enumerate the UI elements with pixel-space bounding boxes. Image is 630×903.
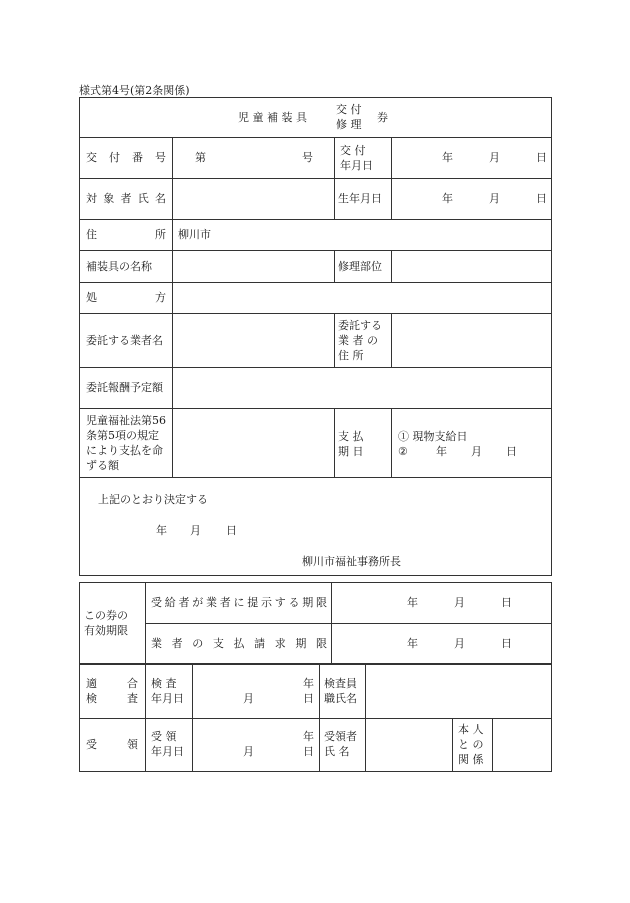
fee-estimate-label: 委託報酬予定額: [86, 381, 163, 394]
payment-option-2-month: 月: [471, 445, 482, 458]
payment-date-label-1: 支 払: [338, 430, 364, 443]
validity-row1-label: 受 給 者 が 業 者 に 提 示 す る 期 限: [151, 596, 327, 609]
issue-date-label-2: 年月日: [340, 159, 373, 172]
receipt-date-label-1: 受 領: [151, 730, 177, 743]
validity-label-1: この券の: [84, 609, 128, 622]
payment-option-2-year: 年: [436, 445, 447, 458]
contractor-name-label: 委託する業者名: [86, 334, 163, 347]
birthdate-label: 生年月日: [338, 192, 382, 205]
title-main: 児 童 補 装 具: [238, 111, 307, 124]
payment-option-2-day: 日: [506, 445, 517, 458]
form-caption: 様式第4号(第2条関係): [79, 84, 190, 97]
inspection-date-label-2: 年月日: [151, 692, 184, 705]
relation-label-1: 本 人: [458, 723, 484, 736]
receipt-year: 年: [303, 730, 314, 743]
relation-label-2: と の: [458, 738, 484, 751]
issue-date-year: 年: [442, 151, 453, 164]
validity-row2-year: 年: [407, 637, 418, 650]
issue-number-suffix: 号: [302, 151, 313, 164]
issue-date-month: 月: [489, 151, 500, 164]
title-option-issue: 交 付: [336, 103, 362, 116]
contractor-address-label-1: 委託する: [338, 319, 382, 332]
receipt-month: 月: [243, 745, 254, 758]
receiver-label-2: 氏 名: [324, 745, 350, 758]
validity-row1-month: 月: [454, 596, 465, 609]
inspection-label-2: 検 査: [86, 692, 138, 705]
payment-option-in-kind: ① 現物支給日: [398, 430, 468, 443]
decision-year: 年: [156, 524, 167, 537]
validity-row1-year: 年: [407, 596, 418, 609]
issuer-title: 柳川市福祉事務所長: [302, 555, 401, 568]
inspection-label-1: 適 合: [86, 677, 138, 690]
title-option-repair: 修 理: [336, 118, 362, 131]
birthdate-month: 月: [489, 192, 500, 205]
decision-statement: 上記のとおり決定する: [98, 493, 208, 506]
law-label-line1: 児童福祉法第56: [86, 414, 166, 427]
title-suffix: 券: [377, 111, 388, 124]
law-label-line3: により支払を命: [86, 444, 163, 457]
validity-row1-day: 日: [501, 596, 512, 609]
subject-name-label: 対 象 者 氏 名: [86, 192, 166, 205]
receipt-label: 受 領: [86, 738, 138, 751]
inspection-month: 月: [243, 692, 254, 705]
prescription-label: 処 方: [86, 291, 166, 304]
repair-part-label: 修理部位: [338, 260, 382, 273]
birthdate-day: 日: [536, 192, 547, 205]
validity-row2-label: 業 者 の 支 払 請 求 期 限: [151, 637, 327, 650]
law-label-line2: 条第5項の規定: [86, 429, 159, 442]
validity-row2-day: 日: [501, 637, 512, 650]
inspection-year: 年: [303, 677, 314, 690]
birthdate-year: 年: [442, 192, 453, 205]
address-value: 柳川市: [178, 228, 211, 241]
validity-label-2: 有効期限: [84, 624, 128, 637]
inspection-day: 日: [303, 692, 314, 705]
decision-day: 日: [226, 524, 237, 537]
inspector-label-1: 検査員: [324, 677, 357, 690]
device-name-label: 補装具の名称: [86, 260, 152, 273]
receiver-label-1: 受領者: [324, 730, 357, 743]
decision-month: 月: [190, 524, 201, 537]
issue-date-label-1: 交 付: [340, 144, 366, 157]
issue-number-label: 交 付 番 号: [86, 151, 166, 164]
contractor-address-label-3: 住 所: [338, 349, 364, 362]
payment-date-label-2: 期 日: [338, 445, 364, 458]
issue-date-day: 日: [536, 151, 547, 164]
payment-option-2-number: ②: [398, 445, 408, 458]
inspector-label-2: 職氏名: [324, 692, 357, 705]
receipt-date-label-2: 年月日: [151, 745, 184, 758]
issue-number-prefix: 第: [195, 151, 206, 164]
validity-row2-month: 月: [454, 637, 465, 650]
relation-label-3: 関 係: [458, 753, 484, 766]
receipt-day: 日: [303, 745, 314, 758]
inspection-date-label-1: 検 査: [151, 677, 177, 690]
address-label: 住 所: [86, 228, 166, 241]
law-label-line4: ずる額: [86, 459, 119, 472]
contractor-address-label-2: 業 者 の: [338, 334, 378, 347]
